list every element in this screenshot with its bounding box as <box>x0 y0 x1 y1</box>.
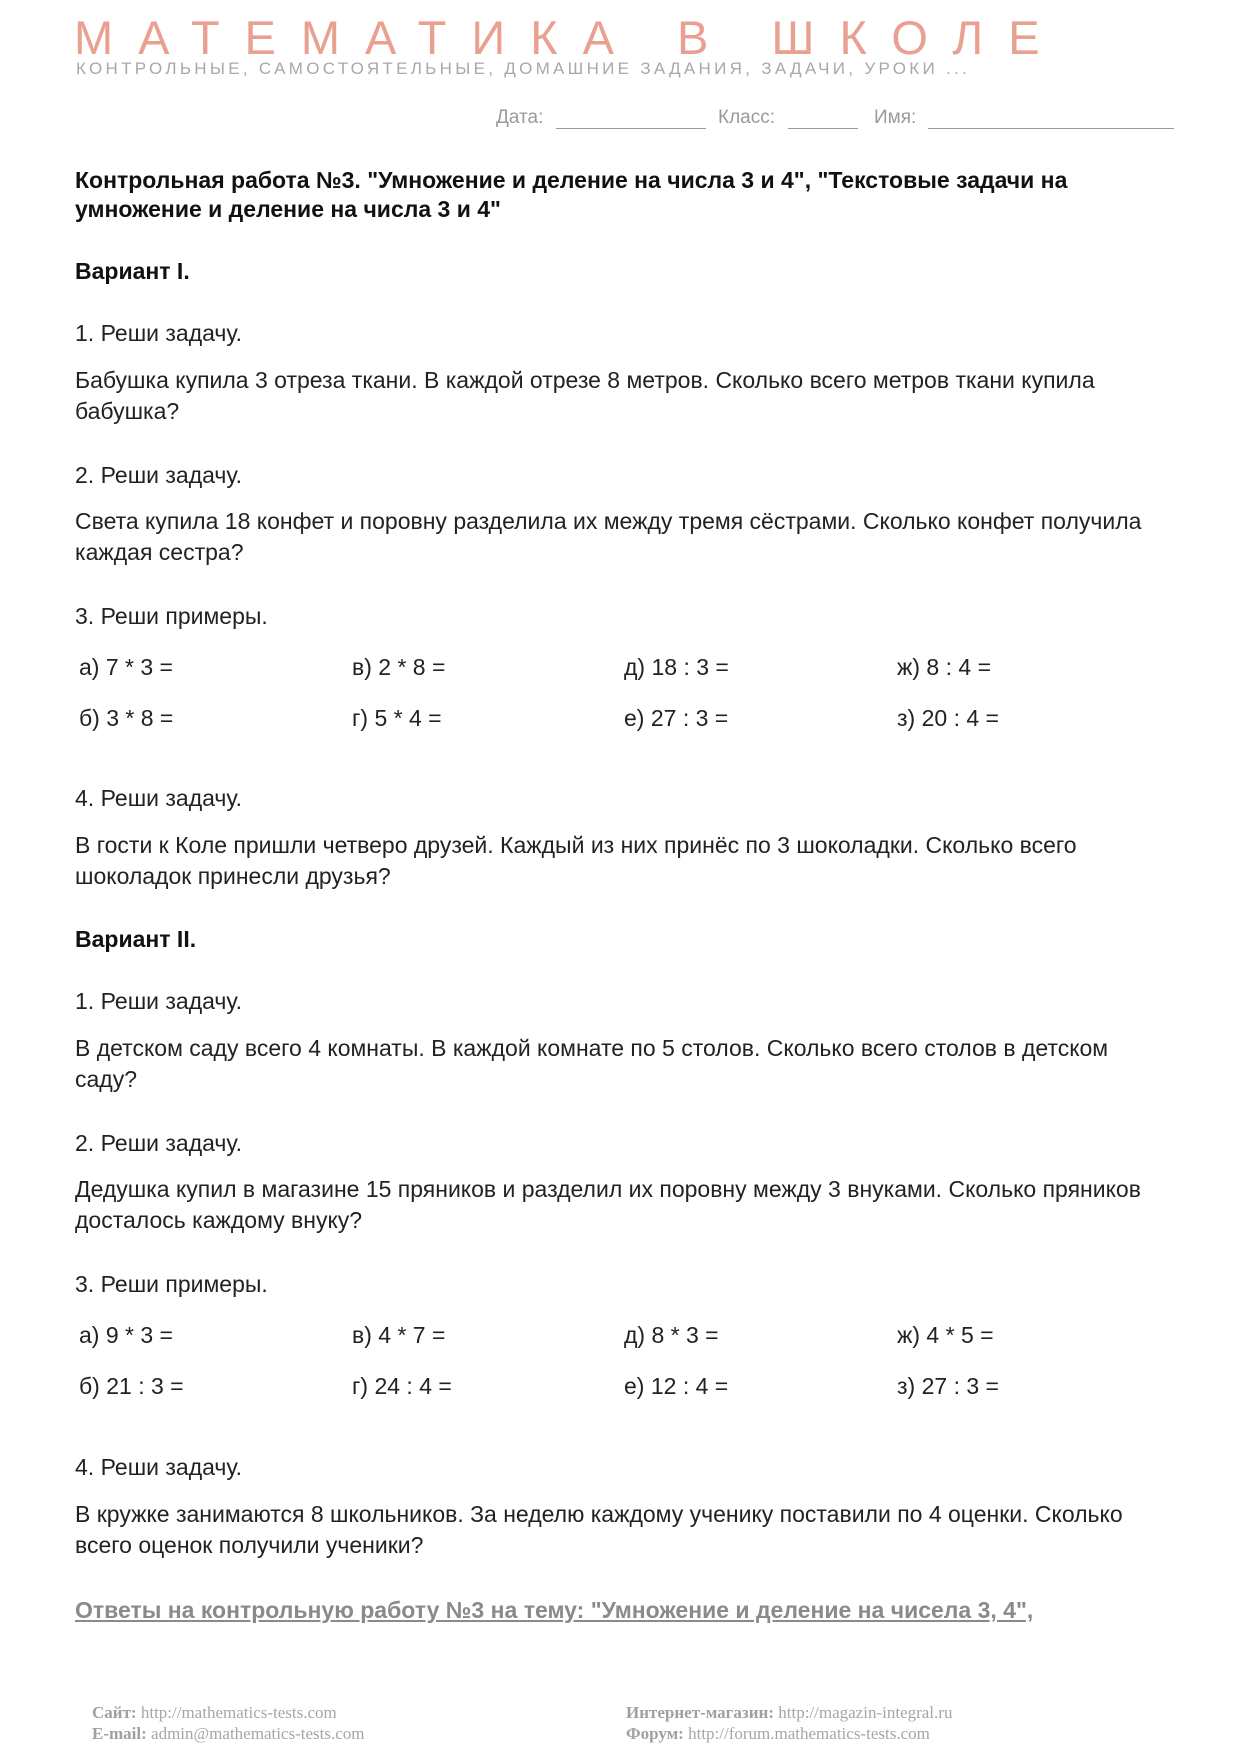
v1-task-1-heading: 1. Реши задачу. <box>75 320 242 346</box>
footer-shop-link[interactable]: http://magazin-integral.ru <box>778 1703 953 1722</box>
v1-example: ж) 8 : 4 = <box>897 654 992 680</box>
v1-task-4-heading: 4. Реши задачу. <box>75 785 242 811</box>
v2-example: е) 12 : 4 = <box>624 1373 729 1399</box>
date-label: Дата: <box>496 107 544 128</box>
v1-example: е) 27 : 3 = <box>624 705 729 731</box>
v1-task-3-heading: 3. Реши примеры. <box>75 603 268 629</box>
footer-site-label: Сайт: <box>92 1703 137 1722</box>
document-title: Контрольная работа №3. "Умножение и деление на числа 3 и 4", "Текстовые задачи на умножение и деление на числа 3 и 4" <box>75 167 1068 222</box>
v2-example: г) 24 : 4 = <box>352 1373 452 1399</box>
site-brand-subtitle: КОНТРОЛЬНЫЕ, САМОСТОЯТЕЛЬНЫЕ, ДОМАШНИЕ ЗАДАНИЯ, ЗАДАЧИ, УРОКИ ... <box>76 59 971 78</box>
footer-email-link[interactable]: admin@mathematics-tests.com <box>151 1724 365 1743</box>
v2-task-1-text: В детском саду всего 4 комнаты. В каждой комнате по 5 столов. Сколько всего столов в детском саду? <box>75 1035 1109 1092</box>
footer-forum <box>626 1723 930 1744</box>
name-label: Имя: <box>874 107 917 128</box>
footer-site <box>92 1702 337 1723</box>
footer-email <box>92 1723 365 1744</box>
variant-2-heading: Вариант II. <box>75 926 197 952</box>
v1-example: г) 5 * 4 = <box>352 705 442 731</box>
date-field-line <box>556 128 706 129</box>
footer-shop <box>626 1702 952 1723</box>
name-field-line <box>928 128 1174 129</box>
footer-email-label: E-mail: <box>92 1724 147 1743</box>
class-label: Класс: <box>718 107 775 128</box>
answers-link[interactable]: Ответы на контрольную работу №3 на тему: "Умножение и деление на чисела 3, 4", <box>75 1597 1034 1623</box>
v1-task-1-text: Бабушка купила 3 отреза ткани. В каждой отрезе 8 метров. Сколько всего метров ткани купила бабушка? <box>75 367 1095 424</box>
v2-task-3-heading: 3. Реши примеры. <box>75 1271 268 1297</box>
v1-example: д) 18 : 3 = <box>624 654 729 680</box>
footer-site-link[interactable]: http://mathematics-tests.com <box>140 1703 337 1722</box>
v2-example: в) 4 * 7 = <box>352 1322 446 1348</box>
v2-example: з) 27 : 3 = <box>897 1373 999 1399</box>
footer-forum-link[interactable]: http://forum.mathematics-tests.com <box>688 1724 930 1743</box>
v2-task-4-heading: 4. Реши задачу. <box>75 1454 242 1480</box>
v2-example: б) 21 : 3 = <box>79 1373 184 1399</box>
v2-task-2-text: Дедушка купил в магазине 15 пряников и разделил их поровну между 3 внуками. Сколько пряников досталось каждому внуку? <box>75 1176 1141 1233</box>
v2-example: а) 9 * 3 = <box>79 1322 173 1348</box>
v1-example: б) 3 * 8 = <box>79 705 174 731</box>
v1-task-2-heading: 2. Реши задачу. <box>75 462 242 488</box>
site-brand-title: МАТЕМАТИКА В ШКОЛЕ <box>74 11 1065 64</box>
v2-example: ж) 4 * 5 = <box>897 1322 994 1348</box>
v1-example: з) 20 : 4 = <box>897 705 999 731</box>
class-field-line <box>788 128 858 129</box>
v2-task-2-heading: 2. Реши задачу. <box>75 1130 242 1156</box>
v2-task-1-heading: 1. Реши задачу. <box>75 988 242 1014</box>
v1-task-4-text: В гости к Коле пришли четверо друзей. Каждый из них принёс по 3 шоколадки. Сколько всего шоколадок принесли друзья? <box>75 832 1077 889</box>
v2-example: д) 8 * 3 = <box>624 1322 719 1348</box>
v1-task-2-text: Света купила 18 конфет и поровну разделила их между тремя сёстрами. Сколько конфет получила каждая сестра? <box>75 508 1142 565</box>
footer-forum-label: Форум: <box>626 1724 684 1743</box>
v1-example: в) 2 * 8 = <box>352 654 446 680</box>
footer-shop-label: Интернет-магазин: <box>626 1703 774 1722</box>
variant-1-heading: Вариант I. <box>75 258 190 284</box>
v2-task-4-text: В кружке занимаются 8 школьников. За неделю каждому ученику поставили по 4 оценки. Сколько всего оценок получили ученики? <box>75 1501 1123 1558</box>
v1-example: а) 7 * 3 = <box>79 654 173 680</box>
